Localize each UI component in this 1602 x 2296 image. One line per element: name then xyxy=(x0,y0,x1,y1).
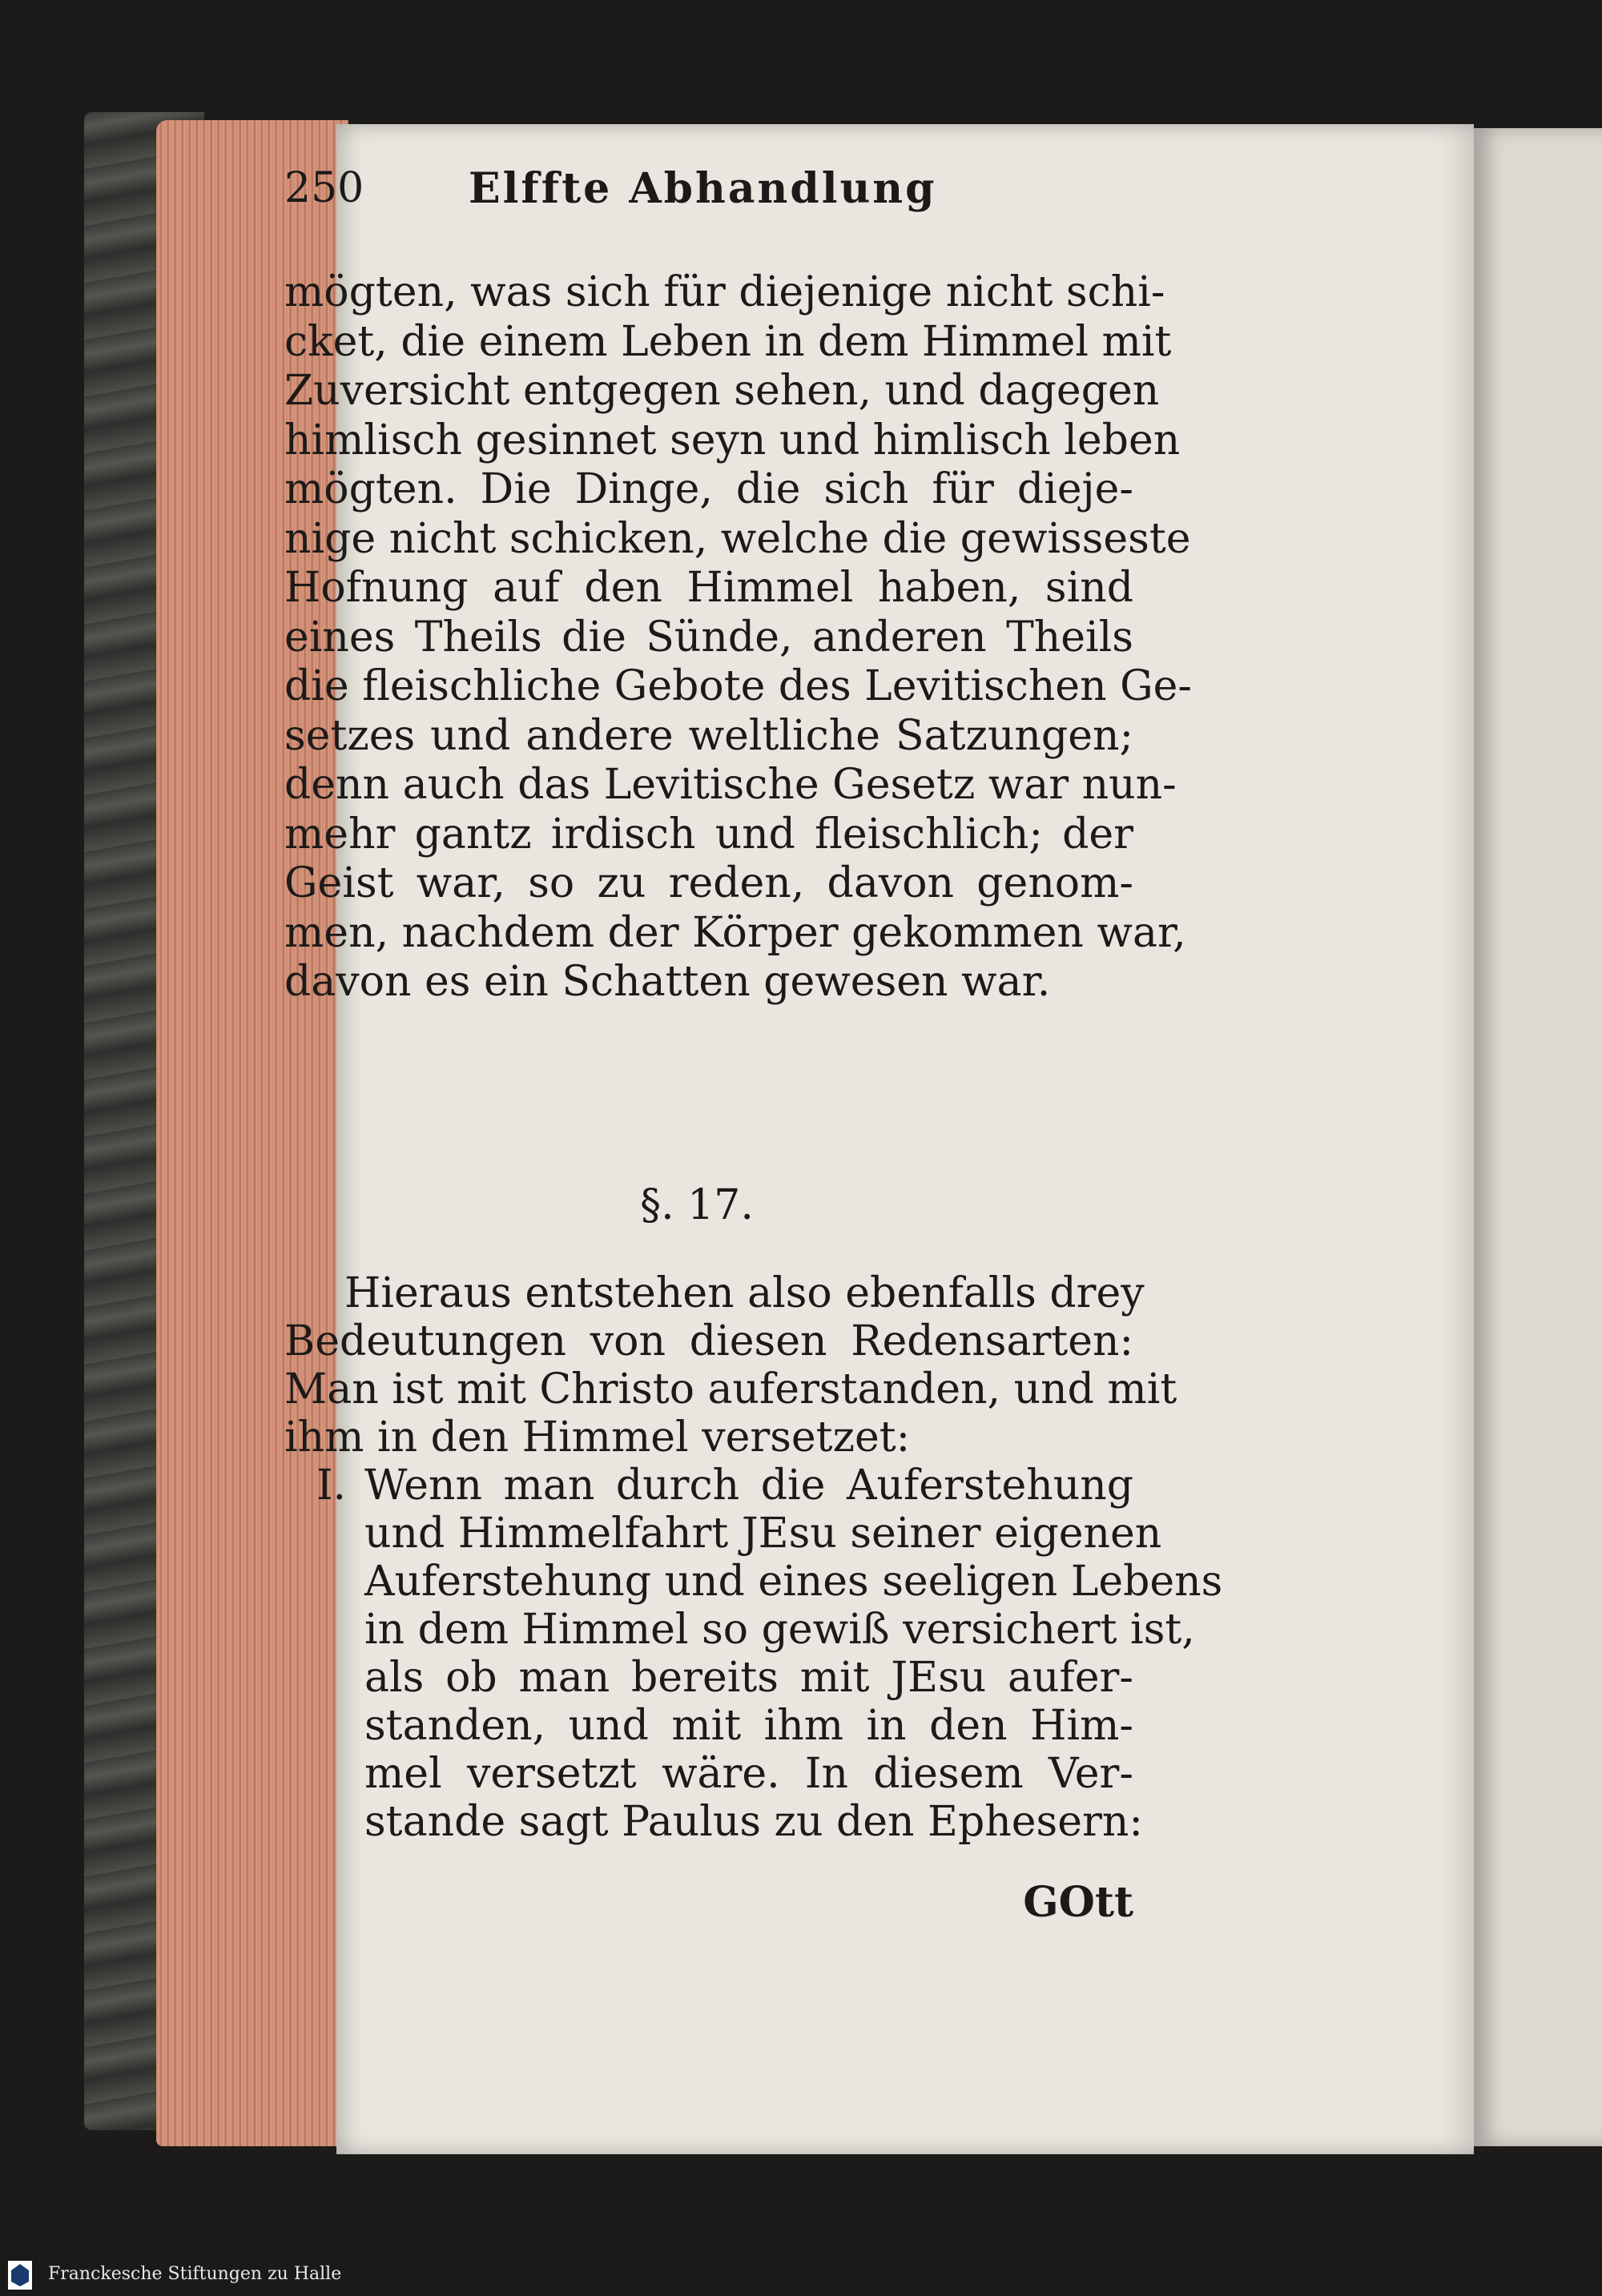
text-line: in dem Himmel so gewiß versichert ist, xyxy=(364,1606,1195,1654)
text-line: Bedeutungen von diesen Redensarten: xyxy=(284,1317,1133,1365)
catchword: GOtt xyxy=(1023,1878,1133,1927)
institution-logo-icon xyxy=(8,2261,32,2290)
text-line: Zuversicht entgegen sehen, und dagegen xyxy=(284,367,1160,415)
text-line: stande sagt Paulus zu den Ephesern: xyxy=(364,1798,1143,1846)
text-line: Geist war, so zu reden, davon genom- xyxy=(284,859,1133,907)
facing-page xyxy=(1474,128,1602,2146)
text-line: eines Theils die Sünde, anderen Theils xyxy=(284,613,1133,661)
text-line: men, nachdem der Körper gekommen war, xyxy=(284,908,1186,957)
list-item xyxy=(284,1462,1223,1846)
text-line: cket, die einem Leben in dem Himmel mit xyxy=(284,317,1172,366)
paragraph-2 xyxy=(284,1269,1223,1846)
text-line: mehr gantz irdisch und fleischlich; der xyxy=(284,810,1133,858)
institution-name: Franckesche Stiftungen zu Halle xyxy=(48,2264,342,2284)
page-number: 250 xyxy=(284,164,364,212)
text-line: mögten, was sich für diejenige nicht schi- xyxy=(284,268,1165,316)
paragraph-1 xyxy=(284,268,1192,1007)
page-header xyxy=(284,164,1133,228)
text-line: himlisch gesinnet seyn und himlisch leben xyxy=(284,416,1181,464)
text-line: standen, und mit ihm in den Him- xyxy=(364,1702,1133,1750)
text-line: ihm in den Himmel versetzet: xyxy=(284,1413,911,1462)
text-line: und Himmelfahrt JEsu seiner eigenen xyxy=(364,1510,1162,1558)
text-line: Man ist mit Christo auferstanden, und mit xyxy=(284,1365,1177,1413)
text-line: mel versetzt wäre. In diesem Ver- xyxy=(364,1750,1133,1798)
text-line: die fleischliche Gebote des Levitischen Ge- xyxy=(284,662,1192,710)
text-line: davon es ein Schatten gewesen war. xyxy=(284,958,1051,1006)
text-line: setzes und andere weltliche Satzungen; xyxy=(284,711,1133,760)
text-line: Hieraus entstehen also ebenfalls drey xyxy=(344,1269,1145,1317)
list-item-label: I. xyxy=(316,1462,347,1510)
text-line: denn auch das Levitische Gesetz war nun- xyxy=(284,761,1177,809)
footer-bar xyxy=(0,2254,1602,2296)
text-line: nige nicht schicken, welche die gewisseste xyxy=(284,514,1191,563)
text-line: Hofnung auf den Himmel haben, sind xyxy=(284,564,1133,612)
text-line: als ob man bereits mit JEsu aufer- xyxy=(364,1654,1133,1702)
running-head: Elffte Abhandlung xyxy=(469,164,937,213)
text-line: Wenn man durch die Auferstehung xyxy=(364,1462,1133,1510)
text-line: mögten. Die Dinge, die sich für dieje- xyxy=(284,465,1133,513)
text-line: Auferstehung und eines seeligen Lebens xyxy=(364,1558,1223,1606)
section-heading: §. 17. xyxy=(640,1181,754,1229)
